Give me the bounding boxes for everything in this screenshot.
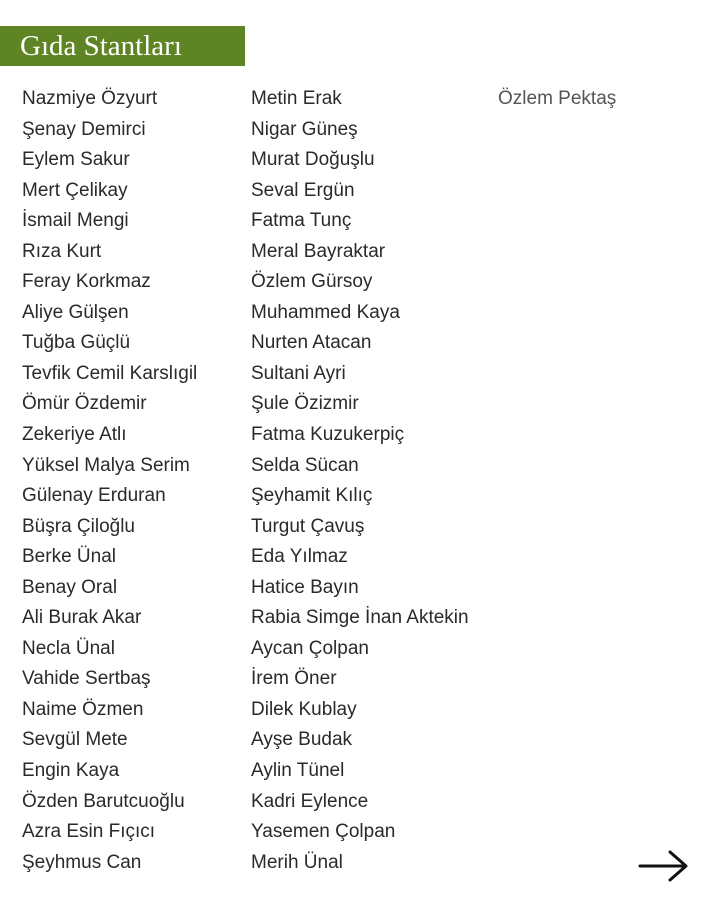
list-item: Nigar Güneş [251,118,358,140]
list-item: Rıza Kurt [22,240,102,262]
list-item: Gülenay Erduran [22,485,166,507]
list-item: Sevgül Mete [22,729,128,751]
page-title: Gıda Stantları [20,29,182,62]
arrow-right-icon [638,848,690,884]
list-item: Şenay Demirci [22,118,146,140]
list-item: Ayşe Budak [251,729,353,751]
list-item: Aylin Tünel [251,760,345,782]
list-item: Naime Özmen [22,698,144,720]
list-item: Engin Kaya [22,760,120,782]
list-item: Yasemen Çolpan [251,821,396,843]
list-item: Berke Ünal [22,546,116,568]
list-item: Meral Bayraktar [251,240,386,262]
next-page-button[interactable] [638,848,690,884]
list-item: Ömür Özdemir [22,393,147,415]
list-item: Nurten Atacan [251,332,372,354]
list-item: Aycan Çolpan [251,637,369,659]
list-item: Ali Burak Akar [22,607,142,629]
list-item: Fatma Kuzukerpiç [251,424,405,446]
list-item: Dilek Kublay [251,698,357,720]
list-item: Eylem Sakur [22,149,130,171]
name-list-column-3 [498,84,616,115]
list-item: Zekeriye Atlı [22,424,127,446]
list-item: Büşra Çiloğlu [22,515,135,537]
list-item: Nazmiye Özyurt [22,88,158,109]
list-item: Mert Çelikay [22,179,128,201]
list-item: Özden Barutcuoğlu [22,790,185,812]
list-item: Özlem Gürsoy [251,271,373,293]
list-item: İrem Öner [251,668,337,690]
list-item: Şeyhmus Can [22,851,142,873]
name-list-column-1 [22,84,197,878]
list-item: İsmail Mengi [22,210,129,232]
list-item: Şeyhamit Kılıç [251,485,373,507]
list-item: Tevfik Cemil Karslıgil [22,362,198,384]
list-item: Benay Oral [22,576,118,598]
list-item: Kadri Eylence [251,790,369,812]
list-item: Selda Sücan [251,454,359,476]
list-item: Muhammed Kaya [251,301,400,323]
list-item: Feray Korkmaz [22,271,151,293]
list-item: Sultani Ayri [251,362,346,384]
list-item: Eda Yılmaz [251,546,348,568]
list-item: Rabia Simge İnan Aktekin [251,607,469,629]
list-item: Metin Erak [251,88,342,109]
page-header [0,26,245,66]
list-item: Şule Özizmir [251,393,359,415]
list-item: Merih Ünal [251,851,343,873]
list-item: Tuğba Güçlü [22,332,131,354]
list-item: Azra Esin Fıçıcı [22,821,156,843]
list-item: Necla Ünal [22,637,115,659]
list-item: Yüksel Malya Serim [22,454,190,476]
list-item: Vahide Sertbaş [22,668,151,690]
list-item: Aliye Gülşen [22,301,129,323]
list-item: Turgut Çavuş [251,515,365,537]
list-item: Seval Ergün [251,179,355,201]
list-item: Fatma Tunç [251,210,352,232]
list-item: Hatice Bayın [251,576,359,598]
list-item: Murat Doğuşlu [251,149,375,171]
name-list-column-2 [251,84,469,878]
list-item: Özlem Pektaş [498,88,617,109]
